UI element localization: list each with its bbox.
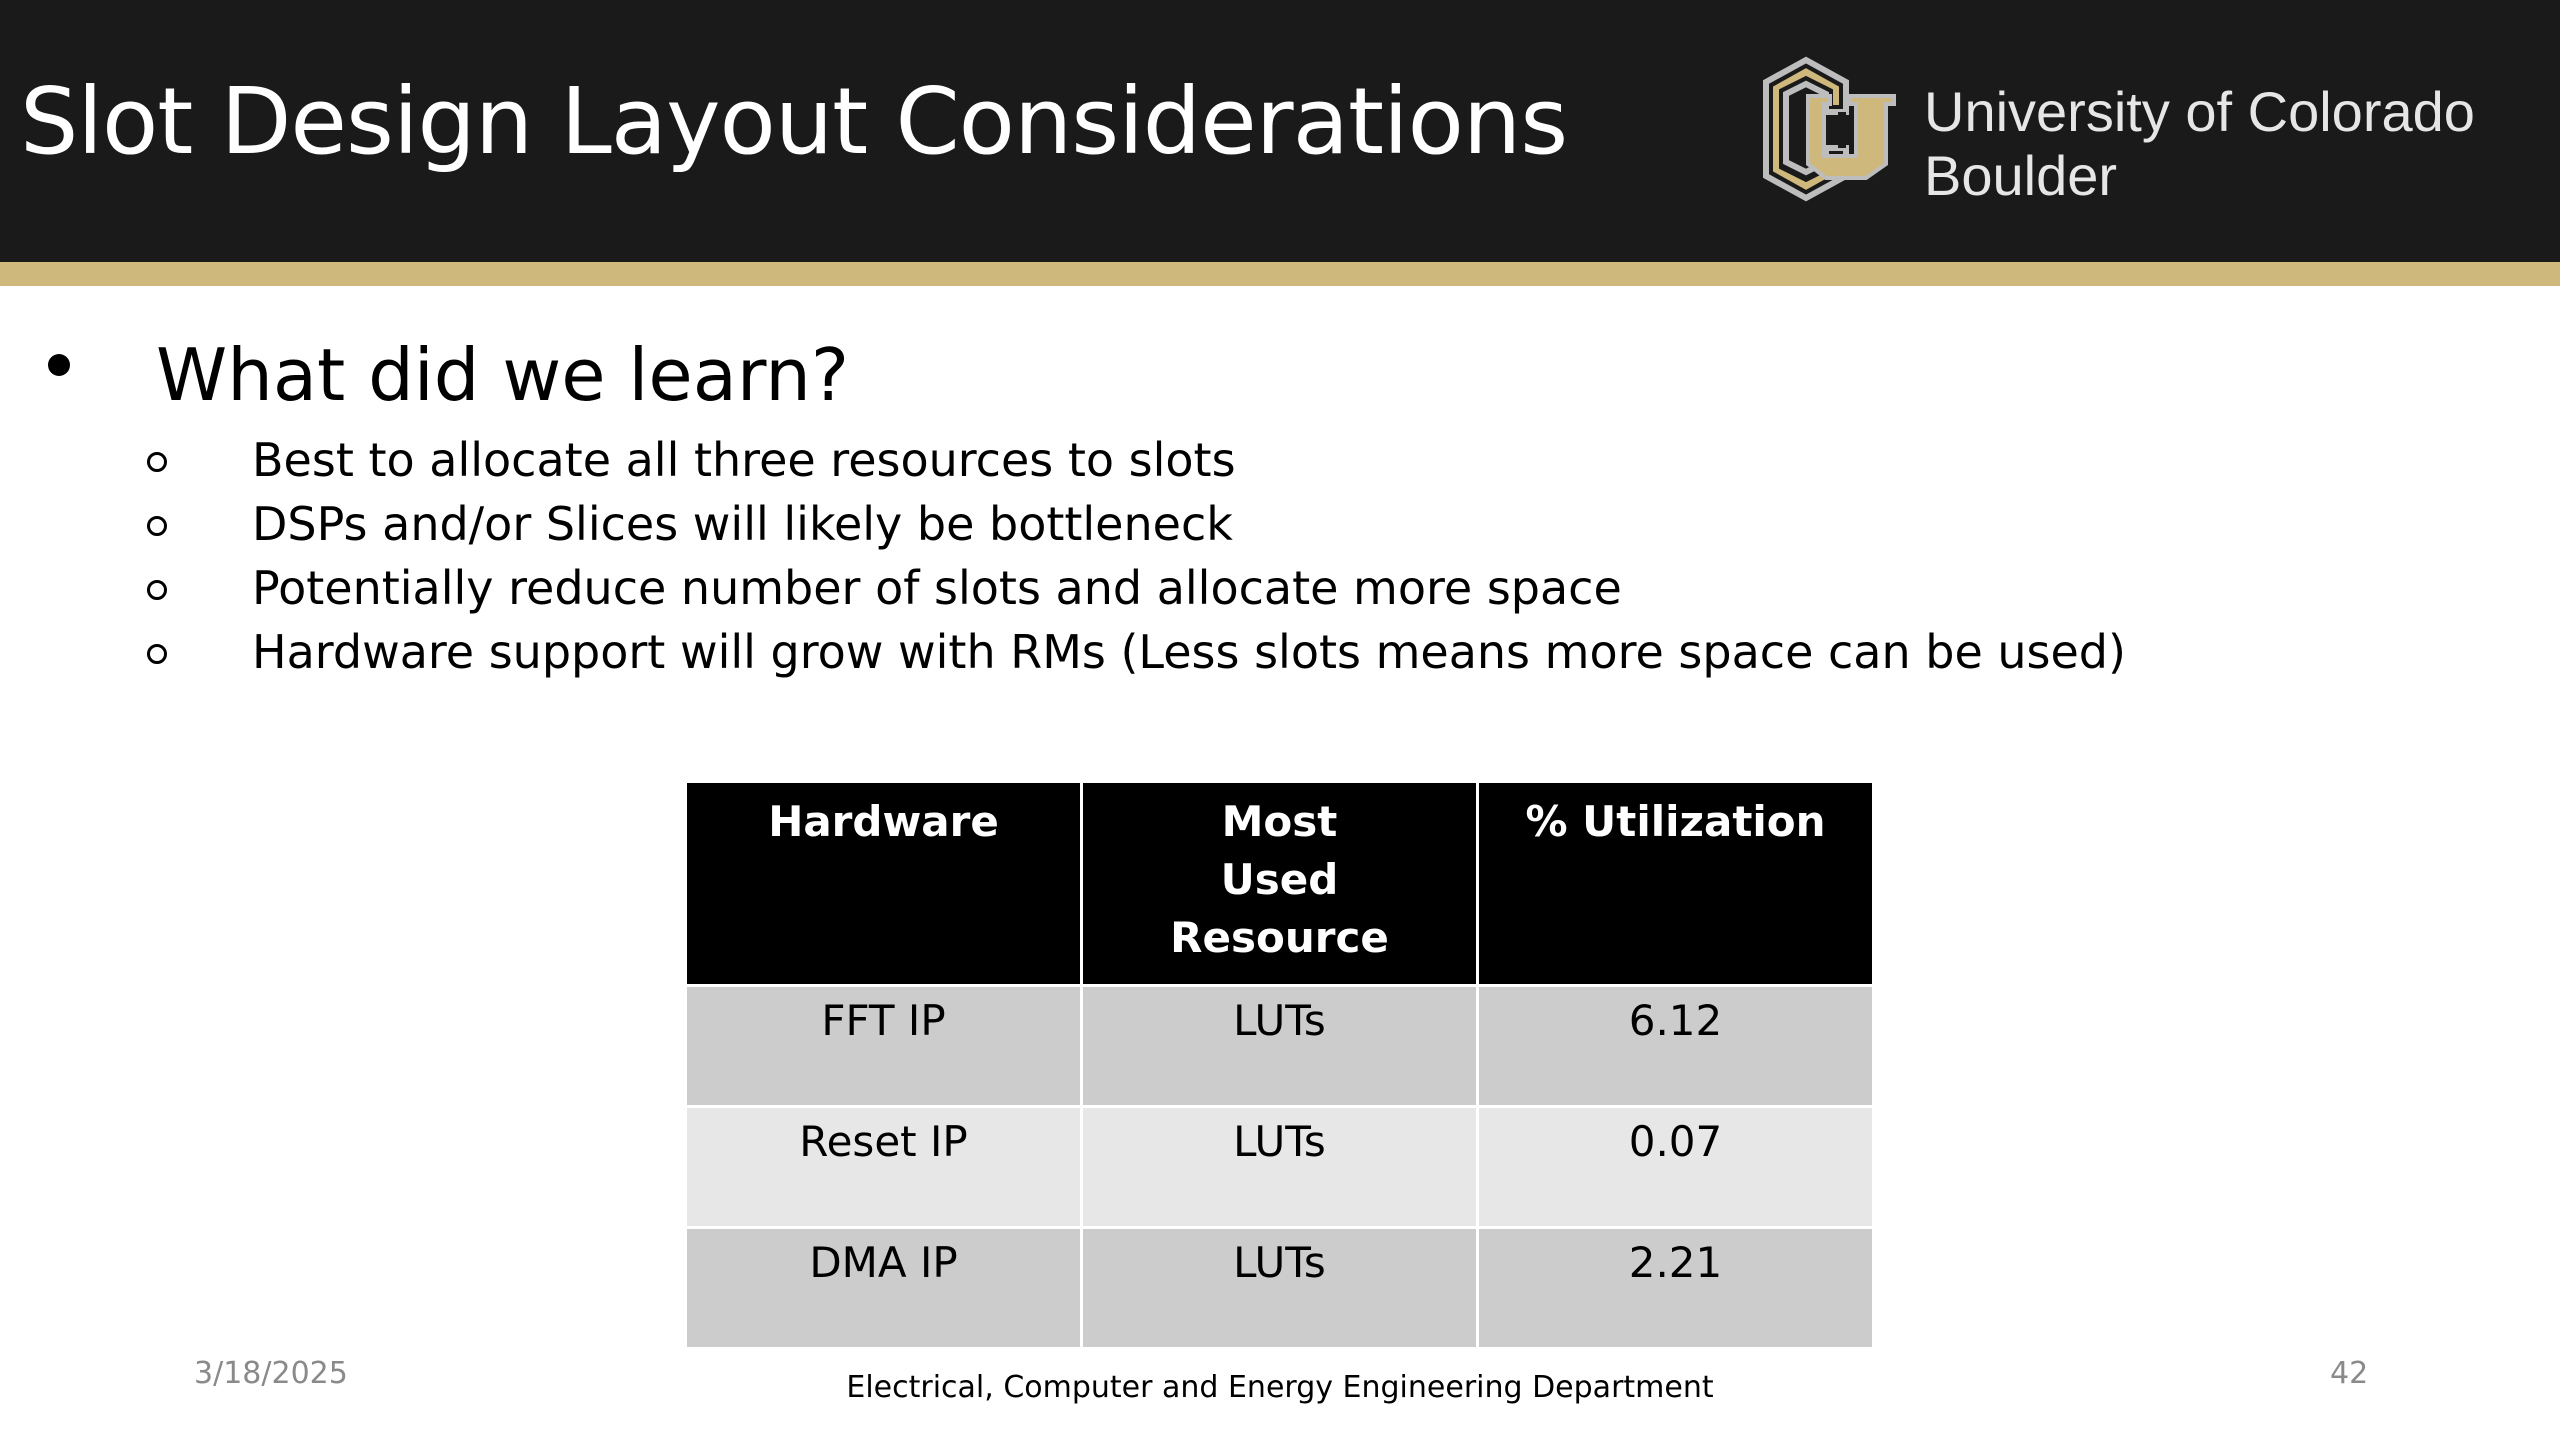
table-cell: 0.07 <box>1478 1107 1874 1228</box>
footer-date: 3/18/2025 <box>194 1356 348 1391</box>
bullet-dot-icon <box>48 354 70 376</box>
column-header-resource <box>1082 782 1478 986</box>
sub-bullet-text: Hardware support will grow with RMs (Less slots means more space can be used) <box>252 625 2126 679</box>
table-cell: 2.21 <box>1478 1228 1874 1349</box>
gold-divider <box>0 262 2560 286</box>
table-header-row <box>686 782 1874 986</box>
table-cell: LUTs <box>1082 986 1478 1107</box>
table-cell: DMA IP <box>686 1228 1082 1349</box>
table-row <box>686 1107 1874 1228</box>
sub-bullet-text: Potentially reduce number of slots and allocate more space <box>252 561 1622 615</box>
table-row <box>686 1228 1874 1349</box>
university-name-line1: University of Colorado <box>1924 80 2475 143</box>
column-header-resource-text: Most Used Resource <box>1170 797 1389 962</box>
sub-bullet <box>0 558 2400 622</box>
header-bar <box>0 0 2560 262</box>
utilization-table <box>684 780 1875 1350</box>
table-cell: 6.12 <box>1478 986 1874 1107</box>
circle-bullet-icon <box>147 452 167 472</box>
sub-bullet-text: Best to allocate all three resources to slots <box>252 433 1236 487</box>
table-row <box>686 986 1874 1107</box>
university-logo <box>1746 52 2536 212</box>
circle-bullet-icon <box>147 580 167 600</box>
circle-bullet-icon <box>147 516 167 536</box>
sub-bullet <box>0 494 2400 558</box>
sub-bullet <box>0 430 2400 494</box>
bullet-list <box>0 330 2400 686</box>
page-number: 42 <box>2330 1356 2369 1391</box>
bullet-main-text: What did we learn? <box>156 333 850 417</box>
table-cell: LUTs <box>1082 1228 1478 1349</box>
footer-department: Electrical, Computer and Energy Engineering Department <box>846 1370 1714 1405</box>
university-name-line2: Boulder <box>1924 144 2118 207</box>
bullet-main <box>0 330 2400 430</box>
sub-bullet <box>0 622 2400 686</box>
column-header-hardware: Hardware <box>686 782 1082 986</box>
slide-title: Slot Design Layout Considerations <box>20 68 1568 175</box>
university-name <box>1924 80 2475 208</box>
sub-bullet-text: DSPs and/or Slices will likely be bottleneck <box>252 497 1233 551</box>
column-header-utilization: % Utilization <box>1478 782 1874 986</box>
table-cell: FFT IP <box>686 986 1082 1107</box>
cu-logo-icon <box>1746 52 1902 208</box>
table-cell: LUTs <box>1082 1107 1478 1228</box>
table-cell: Reset IP <box>686 1107 1082 1228</box>
circle-bullet-icon <box>147 644 167 664</box>
